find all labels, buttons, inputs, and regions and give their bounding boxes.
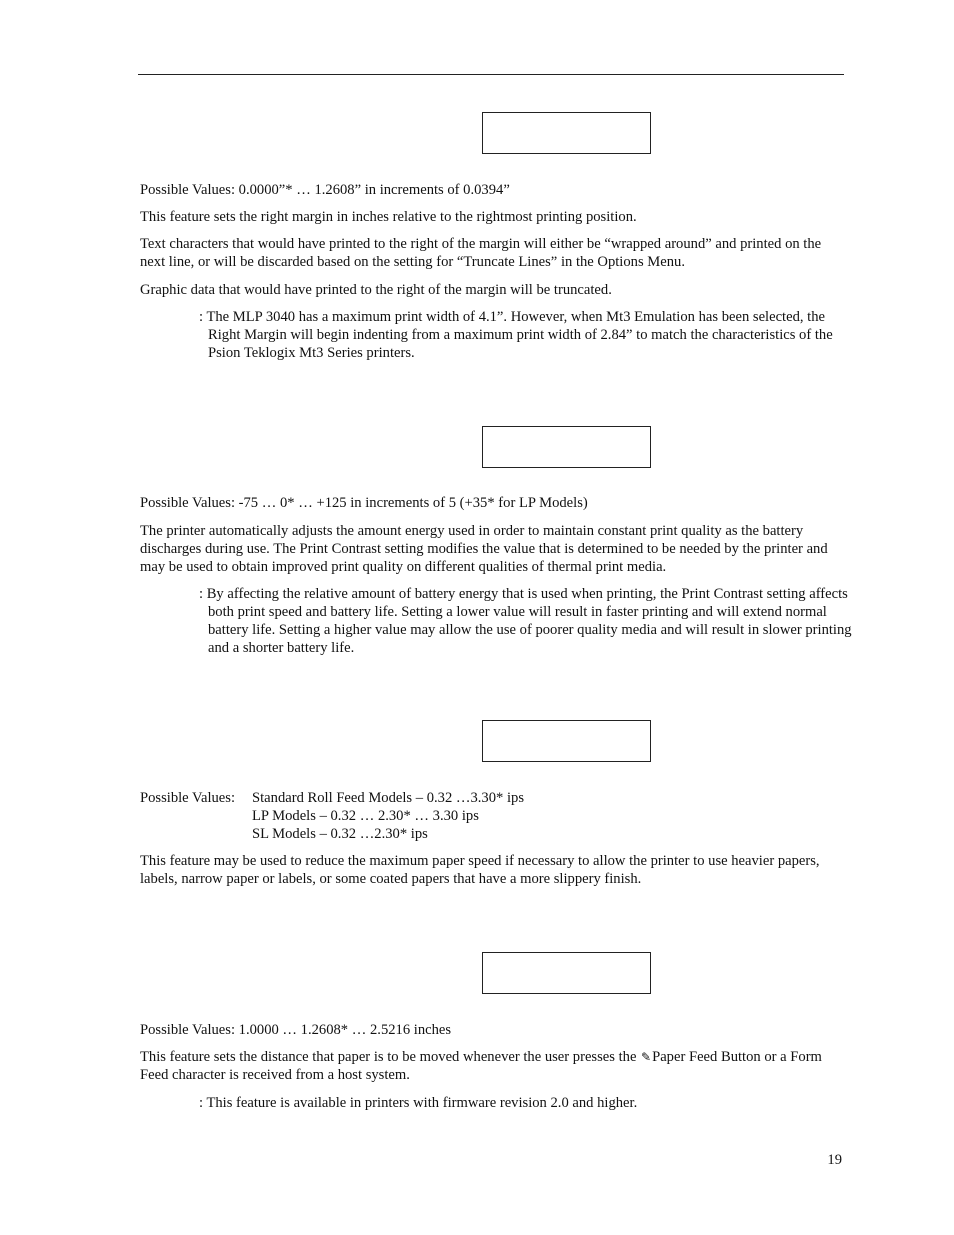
paragraph-text: This feature sets the distance that paper is to be moved whenever the user presses the xyxy=(140,1049,641,1065)
paragraph: This feature sets the right margin in inches relative to the rightmost printing position. xyxy=(140,209,637,225)
paragraph: The printer automatically adjusts the amount energy used in order to maintain constant print quality as the battery discharges during use. The Print Contrast setting modifies the value that is determined to be needed by the printer and may be used to obtain improved print quality on different qualities of thermal print media. xyxy=(140,523,828,575)
paragraph: Text characters that would have printed to the right of the margin will either be “wrapped around” and printed on the next line, or will be discarded based on the setting for “Truncate Lines” in the Options Menu. xyxy=(140,236,822,270)
possible-values: Possible Values: 0.0000”* … 1.2608” in increments of 0.0394” xyxy=(140,182,510,198)
possible-values: Possible Values: -75 … 0* … +125 in increments of 5 (+35* for LP Models) xyxy=(140,495,588,511)
note: : This feature is available in printers with firmware revision 2.0 and higher. xyxy=(199,1095,638,1111)
header-rule xyxy=(138,74,844,75)
paragraph xyxy=(140,1048,840,1084)
value-line: SL Models – 0.32 …2.30* ips xyxy=(252,826,428,842)
value-line: Standard Roll Feed Models – 0.32 …3.30* ips xyxy=(252,790,525,806)
menu-display-box xyxy=(482,720,651,762)
paragraph-text: Paper Feed Button or a Form Feed character is received from a host system. xyxy=(140,1049,822,1083)
paragraph: Graphic data that would have printed to the right of the margin will be truncated. xyxy=(140,282,612,298)
possible-values: Possible Values: 1.0000 … 1.2608* … 2.5216 inches xyxy=(140,1022,452,1038)
possible-values-label: Possible Values: xyxy=(140,790,236,806)
menu-display-box xyxy=(482,112,651,154)
page-number: 19 xyxy=(827,1152,842,1168)
value-line: LP Models – 0.32 … 2.30* … 3.30 ips xyxy=(252,808,479,824)
possible-values xyxy=(140,789,840,807)
paragraph: This feature may be used to reduce the maximum paper speed if necessary to allow the printer to use heavier papers, labels, narrow paper or labels, or some coated papers that have a more slippery finish. xyxy=(140,853,820,887)
note: : By affecting the relative amount of battery energy that is used when printing, the Print Contrast setting affects both print speed and battery life. Setting a lower value will result in faster printing and will extend normal battery life. Setting a higher value may allow the use of poorer quality media and will result in slower printing and a shorter battery life. xyxy=(199,586,852,656)
menu-display-box xyxy=(482,426,651,468)
note: : The MLP 3040 has a maximum print width of 4.1”. However, when Mt3 Emulation has been selected, the Right Margin will begin indenting from a maximum print width of 2.84” to match the characteristics of the Psion Teklogix Mt3 Series printers. xyxy=(199,309,833,361)
hand-pointer-icon: ✎ xyxy=(641,1050,652,1064)
menu-display-box xyxy=(482,952,651,994)
